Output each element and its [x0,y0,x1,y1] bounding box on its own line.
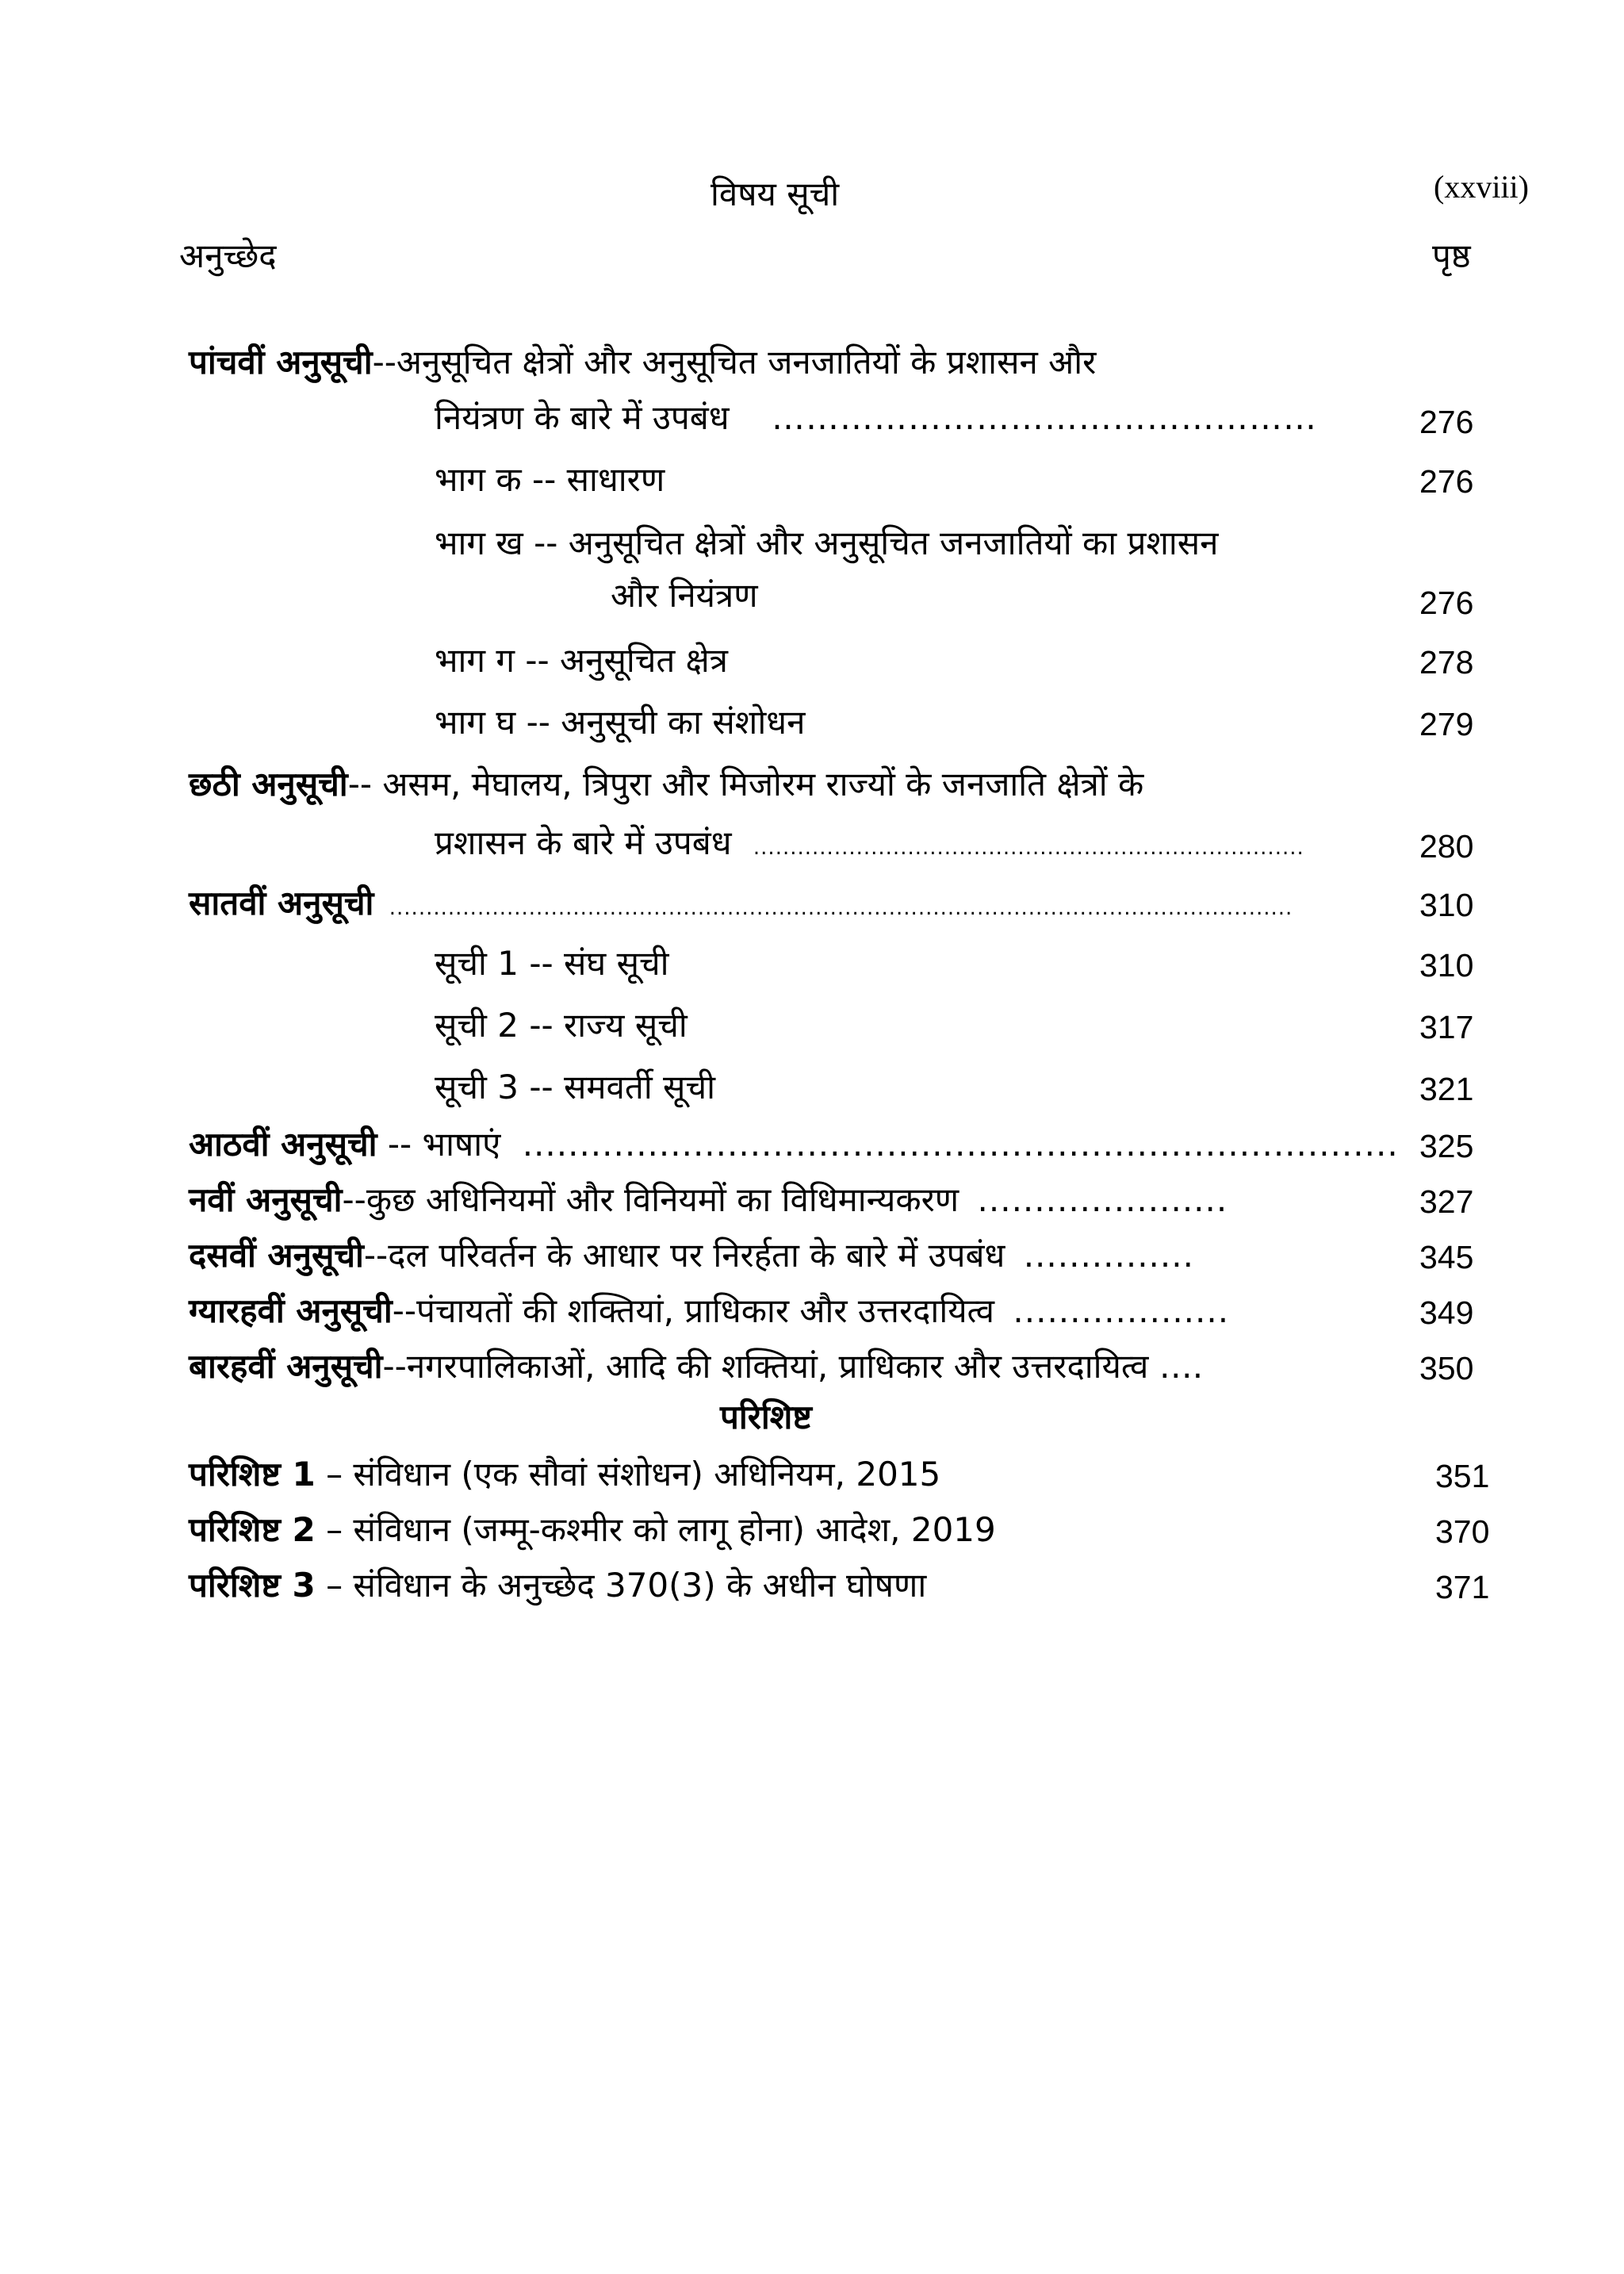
toc-subentry-list-3: सूची 3 -- समवर्ती सूची [435,1068,715,1106]
page-number: 349 [1419,1294,1474,1331]
page-number: 276 [1419,585,1474,621]
toc-entry-appendix-2 [189,1509,996,1551]
entry-title: परिशिष्ट 2 [189,1510,316,1549]
toc-subentry-part-d: भाग घ -- अनुसूची का संशोधन [435,703,806,742]
column-label-page: पृष्ठ [1432,236,1471,275]
toc-entry-appendix-3 [189,1564,926,1607]
entry-title: ग्यारहवीं अनुसूची [189,1291,393,1330]
entry-text: --पंचायतों की शक्तियां, प्राधिकार और उत्तरदायित्व [392,1291,995,1330]
entry-text: – संविधान के अनुच्छेद 370(3) के अधीन घोषणा [315,1566,927,1605]
leader-dots: ............................................................................. [522,1125,1399,1164]
entry-text: --अनुसूचित क्षेत्रों और अनुसूचित जनजातियों के प्रशासन और [372,343,1097,382]
page-number-roman: (xxviii) [1434,169,1529,205]
entry-text: प्रशासन के बारे में उपबंध [435,823,732,862]
entry-text-continued [435,822,1304,869]
entry-title: बारहवीं अनुसूची [189,1347,383,1386]
toc-entry-sixth-schedule [189,763,1143,806]
toc-entry-tenth-schedule [189,1234,1194,1277]
toc-entry-twelfth-schedule [189,1345,1203,1388]
toc-entry-appendix-1 [189,1453,940,1496]
column-label-article: अनुच्छेद [179,236,277,275]
entry-text: नियंत्रण के बारे में उपबंध [435,398,730,437]
entry-text: – संविधान (जम्मू-कश्मीर को लागू होना) आदेश, 2019 [315,1510,996,1549]
page-number: 280 [1419,828,1474,865]
page-number: 325 [1419,1128,1474,1164]
toc-entry-seventh-schedule [189,882,1293,930]
toc-subentry-part-a: भाग क -- साधारण [435,460,665,499]
leader-dots: ………………………………………… [771,398,1317,437]
page-number: 327 [1419,1183,1474,1220]
entry-text: -- भाषाएं [377,1125,501,1164]
page-number: 321 [1419,1071,1474,1107]
appendix-heading: परिशिष्ट [720,1398,812,1436]
entry-text-continued [435,397,1317,439]
entry-title: नवीं अनुसूची [189,1180,343,1219]
toc-subentry-part-b: भाग ख -- अनुसूचित क्षेत्रों और अनुसूचित जनजातियों का प्रशासन [435,523,1219,562]
toc-subentry-list-1: सूची 1 -- संघ सूची [435,944,669,983]
entry-text: – संविधान (एक सौवां संशोधन) अधिनियम, 2015 [315,1455,941,1494]
page-number: 276 [1419,463,1474,500]
toc-entry-eighth-schedule [189,1123,1399,1166]
entry-title: छठी अनुसूची [189,765,348,803]
toc-subentry-part-c: भाग ग -- अनुसूचित क्षेत्र [435,641,728,680]
entry-text: -- असम, मेघालय, त्रिपुरा और मिजोरम राज्यों के जनजाति क्षेत्रों के [347,765,1144,803]
entry-text: --नगरपालिकाओं, आदि की शक्तियां, प्राधिकार और उत्तरदायित्व …. [382,1347,1204,1386]
page-number: 276 [1419,404,1474,440]
entry-title: परिशिष्ट 3 [189,1566,316,1605]
toc-subentry-list-2: सूची 2 -- राज्य सूची [435,1006,688,1045]
page-number: 350 [1419,1350,1474,1386]
entry-title: परिशिष्ट 1 [189,1455,316,1494]
page-number: 310 [1419,887,1474,923]
page-number: 310 [1419,947,1474,984]
toc-entry-fifth-schedule [189,341,1096,384]
entry-title: दसवीं अनुसूची [189,1236,364,1275]
entry-title: आठवीं अनुसूची [189,1125,377,1164]
leader-dots: ........................................................................................................................... [389,896,1293,920]
page-number: 279 [1419,706,1474,742]
leader-dots: ............... [1023,1236,1194,1275]
leader-dots: ................... [1013,1291,1230,1330]
page-number: 317 [1419,1009,1474,1045]
page-title: विषय सूची [710,174,840,213]
entry-title: पांचवीं अनुसूची [189,343,373,382]
page-number: 345 [1419,1239,1474,1275]
entry-text: --कुछ अधिनियमों और विनियमों का विधिमान्यकरण [342,1180,959,1219]
leader-dots: ...................... [977,1180,1228,1219]
page-number: 351 [1435,1458,1490,1494]
entry-title: सातवीं अनुसूची [189,884,374,922]
entry-text: --दल परिवर्तन के आधार पर निरर्हता के बारे में उपबंध [363,1236,1005,1275]
page-number: 371 [1435,1569,1490,1605]
leader-dots: ........................................................................... [753,836,1304,860]
page-number: 370 [1435,1513,1490,1550]
toc-entry-ninth-schedule [189,1179,1228,1221]
toc-entry-eleventh-schedule [189,1290,1229,1333]
toc-subentry-part-b-continued: और नियंत्रण [611,576,758,615]
page-number: 278 [1419,644,1474,681]
